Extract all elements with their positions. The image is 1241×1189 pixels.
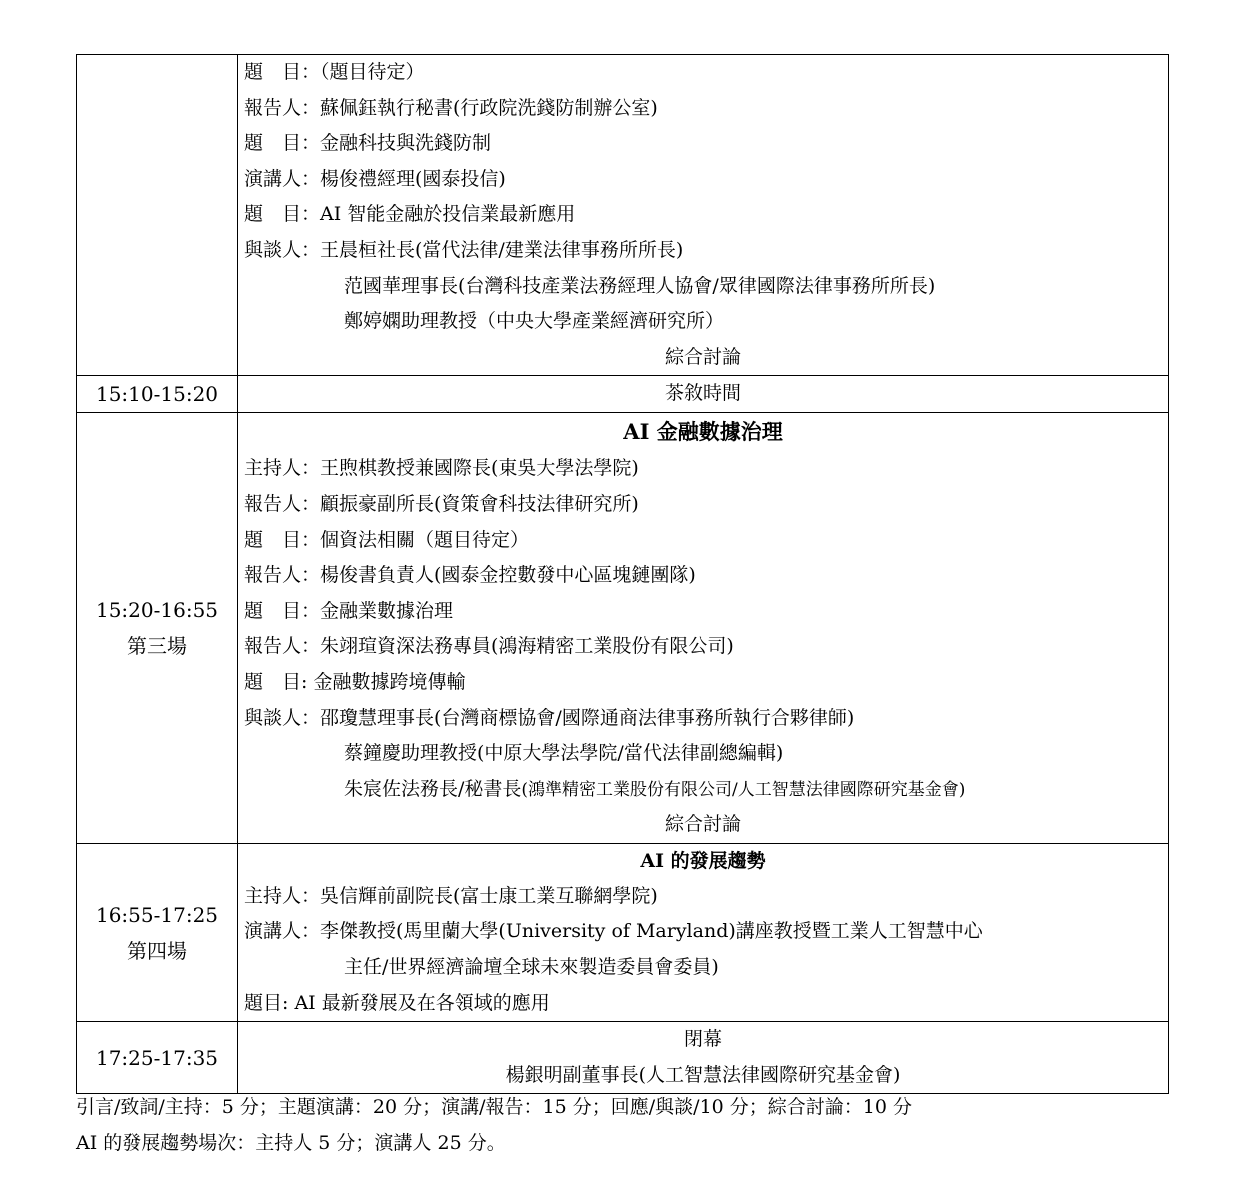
agenda-line: 與談人：王晨桓社長(當代法律/建業法律事務所所長) [244,238,684,261]
discussion-label: 綜合討論 [664,345,741,368]
break-label: 茶敘時間 [664,382,741,405]
timing-note: 引言/致詞/主持：5 分；主題演講：20 分；演講/報告：15 分；回應/與談/10 分；綜合討論：10 分 [76,1096,913,1118]
panelist-name: 朱宸佐法務長/秘書長 [344,777,522,800]
panelist-affiliation: (鴻準精密工業股份有限公司/人工智慧法律國際研究基金會) [521,779,966,800]
agenda-line-indented: 范國華理事長(台灣科技產業法務經理人協會/眾律國際法律事務所所長) [344,274,936,297]
agenda-line: 演講人：楊俊禮經理(國泰投信) [244,167,506,190]
agenda-line: 主持人：王煦棋教授兼國際長(東吳大學法學院) [244,457,639,480]
agenda-line: 題目: AI 最新發展及在各領域的應用 [244,991,550,1014]
timing-notes [76,1089,912,1161]
content-cell-session4 [238,843,1169,1021]
agenda-line: 題 目：AI 智能金融於投信業最新應用 [244,203,576,226]
content-cell-session3 [238,413,1169,844]
time-cell: 15:10-15:20 [77,376,238,413]
agenda-line: 報告人：朱翊瑄資深法務專員(鴻海精密工業股份有限公司) [244,635,734,658]
agenda-line-indented [244,772,1162,808]
session-title: AI 的發展趨勢 [640,849,766,872]
content-cell-session-partial [238,55,1169,376]
agenda-line: 題 目：個資法相關（題目待定） [244,528,530,551]
agenda-row-session-partial [77,55,1169,376]
agenda-line: 報告人：蘇佩鈺執行秘書(行政院洗錢防制辦公室) [244,96,658,119]
agenda-line: 報告人：顧振豪副所長(資策會科技法律研究所) [244,492,639,515]
agenda-line-indented: 蔡鐘慶助理教授(中原大學法學院/當代法律副總編輯) [344,742,784,765]
agenda-row-session3 [77,413,1169,844]
agenda-line-indented: 主任/世界經濟論壇全球未來製造委員會委員) [344,956,719,979]
session-time: 15:20-16:55 [95,598,219,623]
content-cell-closing [238,1022,1169,1094]
time-cell-empty [77,55,238,376]
session-time: 16:55-17:25 [95,902,219,927]
session-title: AI 金融數據治理 [623,419,783,445]
session-name: 第四場 [127,938,187,963]
time-cell-session4 [77,843,238,1021]
content-cell-break [238,376,1169,413]
agenda-line: 題 目：金融科技與洗錢防制 [244,132,492,155]
time-cell: 17:25-17:35 [77,1022,238,1094]
agenda-line: 報告人：楊俊書負責人(國泰金控數發中心區塊鏈團隊) [244,564,696,587]
agenda-line: 演講人：李傑教授(馬里蘭大學(University of Maryland)講座教授暨工業人工智慧中心 [244,920,983,943]
closing-label: 閉幕 [683,1028,722,1051]
agenda-table [76,54,1169,1094]
closing-person: 楊銀明副董事長(人工智慧法律國際研究基金會) [505,1063,901,1086]
agenda-row-closing [77,1022,1169,1094]
agenda-line: 主持人：吳信輝前副院長(富士康工業互聯網學院) [244,884,658,907]
agenda-line: 題 目：金融業數據治理 [244,599,454,622]
discussion-label: 綜合討論 [664,813,741,836]
session-name: 第三場 [127,634,187,659]
agenda-line-indented: 鄭婷嫻助理教授（中央大學產業經濟研究所） [344,310,725,333]
agenda-row-break [77,376,1169,413]
time-cell-session3 [77,413,238,844]
timing-note: AI 的發展趨勢場次：主持人 5 分；演講人 25 分。 [76,1132,506,1154]
agenda-line: 題 目: 金融數據跨境傳輸 [244,670,466,693]
agenda-line: 題 目：（題目待定） [244,61,425,83]
agenda-row-session4 [77,843,1169,1021]
agenda-line: 與談人：邵瓊慧理事長(台灣商標協會/國際通商法律事務所執行合夥律師) [244,706,855,729]
